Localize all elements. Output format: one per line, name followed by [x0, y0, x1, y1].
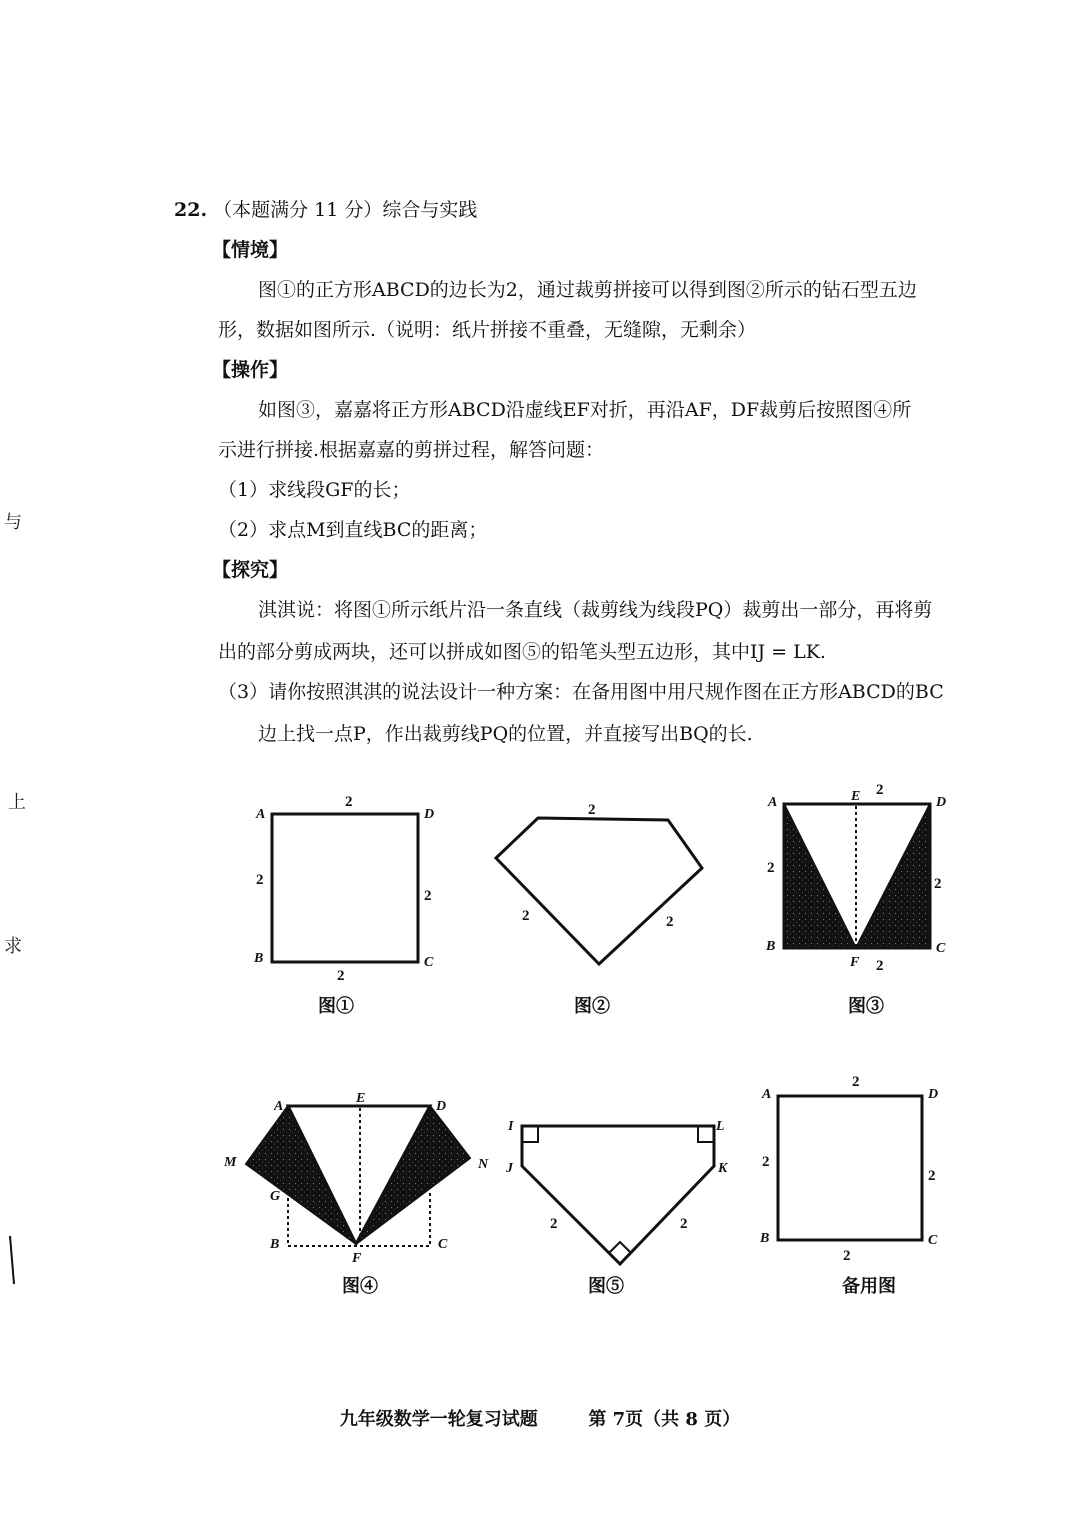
- fig3-label-E: E: [851, 789, 861, 804]
- fig3-side-top: 2: [876, 782, 884, 798]
- question-2: （2）求点M到直线BC的距离；: [218, 519, 488, 541]
- fig3-label-D: D: [936, 795, 947, 810]
- fig3-label-C: C: [936, 941, 946, 956]
- fig3-side-right: 2: [934, 876, 942, 892]
- fig4-label-N: N: [478, 1157, 489, 1172]
- spare-side-top: 2: [852, 1074, 860, 1090]
- question-1: （1）求线段GF的长；: [218, 479, 411, 501]
- explore-line-2: 出的部分剪成两块，还可以拼成如图⑤的铅笔头型五边形，其中IJ = LK.: [218, 641, 826, 663]
- spare-side-left: 2: [762, 1154, 770, 1170]
- fig5-right-angle-L: [698, 1126, 714, 1142]
- fig4-label-A: A: [274, 1099, 284, 1114]
- spare-label-A: A: [762, 1087, 772, 1102]
- fig1-side-top: 2: [345, 794, 353, 810]
- section-situation: 【情境】: [212, 239, 289, 261]
- caption-figure-2: 图②: [574, 996, 610, 1017]
- spare-label-C: C: [928, 1233, 938, 1248]
- figure-spare-square: [778, 1096, 922, 1240]
- section-explore: 【探究】: [212, 559, 289, 581]
- fig1-side-right: 2: [424, 888, 432, 904]
- fig5-label-L: L: [716, 1119, 725, 1134]
- fig2-side-top: 2: [588, 802, 596, 818]
- spare-side-bottom: 2: [843, 1248, 851, 1264]
- fig4-label-F: F: [352, 1251, 362, 1266]
- fig4-label-M: M: [224, 1155, 237, 1170]
- caption-figure-spare: 备用图: [842, 1276, 896, 1297]
- margin-mark-2: 上: [8, 792, 26, 813]
- problem-number: 22.: [174, 199, 208, 221]
- fig1-label-A: A: [256, 807, 266, 822]
- figure-spare: [759, 1074, 938, 1297]
- fig1-side-left: 2: [256, 872, 264, 888]
- fig3-side-left: 2: [767, 860, 775, 876]
- caption-figure-4: 图④: [342, 1276, 378, 1297]
- fig5-label-I: I: [508, 1119, 514, 1134]
- caption-figure-3: 图③: [848, 996, 884, 1017]
- margin-mark-3: 求: [4, 936, 22, 957]
- question-3-line-2: 边上找一点P，作出裁剪线PQ的位置，并直接写出BQ的长.: [258, 723, 753, 745]
- figure-4: [223, 1091, 489, 1297]
- fig5-side-right: 2: [680, 1216, 688, 1232]
- figure-1-square: [272, 814, 418, 962]
- fig4-label-C: C: [438, 1237, 448, 1252]
- fig5-label-K: K: [718, 1161, 728, 1176]
- figure-3: [765, 782, 946, 1017]
- fig3-label-A: A: [768, 795, 778, 810]
- spare-side-right: 2: [928, 1168, 936, 1184]
- footer-page: 第 7页（共 8 页）: [588, 1409, 741, 1430]
- fig4-label-B: B: [270, 1237, 280, 1252]
- figure-1: [253, 794, 434, 1017]
- fig1-label-C: C: [424, 955, 434, 970]
- fig5-label-J: J: [506, 1161, 513, 1176]
- caption-figure-5: 图⑤: [588, 1276, 624, 1297]
- margin-mark-1: 与: [4, 512, 22, 533]
- fig5-side-left: 2: [550, 1216, 558, 1232]
- fig1-label-D: D: [424, 807, 435, 822]
- caption-figure-1: 图①: [318, 996, 354, 1017]
- section-operation: 【操作】: [212, 359, 289, 381]
- fig4-label-D: D: [436, 1099, 447, 1114]
- fig3-side-bottom: 2: [876, 958, 884, 974]
- figure-5: [505, 1119, 729, 1297]
- spare-label-B: B: [760, 1231, 770, 1246]
- footer-title: 九年级数学一轮复习试题: [339, 1409, 538, 1430]
- page-footer: [0, 1405, 1080, 1431]
- problem-title: （本题满分 11 分）综合与实践: [213, 199, 478, 221]
- question-3-line-1: （3）请你按照淇淇的说法设计一种方案：在备用图中用尺规作图在正方形ABCD的BC: [218, 681, 944, 703]
- margin-stroke: [10, 1236, 14, 1284]
- fig5-right-angle-bottom: [609, 1242, 631, 1253]
- operation-line-1: 如图③，嘉嘉将正方形ABCD沿虚线EF对折，再沿AF，DF裁剪后按照图④所: [258, 399, 912, 421]
- figure-2-pentagon: [496, 818, 702, 964]
- fig2-side-left: 2: [522, 908, 530, 924]
- situation-line-1: 图①的正方形ABCD的边长为2，通过裁剪拼接可以得到图②所示的钻石型五边: [258, 279, 917, 301]
- fig4-label-E: E: [356, 1091, 366, 1106]
- figure-2: [496, 802, 702, 1017]
- spare-label-D: D: [928, 1087, 939, 1102]
- operation-line-2: 示进行拼接.根据嘉嘉的剪拼过程，解答问题：: [218, 439, 605, 461]
- fig4-label-G: G: [270, 1189, 281, 1204]
- fig1-label-B: B: [254, 951, 264, 966]
- fig2-side-right: 2: [666, 914, 674, 930]
- fig3-label-B: B: [766, 939, 776, 954]
- fig5-right-angle-I: [522, 1126, 538, 1142]
- explore-line-1: 淇淇说：将图①所示纸片沿一条直线（裁剪线为线段PQ）裁剪出一部分，再将剪: [258, 599, 933, 621]
- fig3-label-F: F: [850, 955, 860, 970]
- situation-line-2: 形，数据如图所示.（说明：纸片拼接不重叠，无缝隙，无剩余）: [218, 319, 757, 341]
- fig1-side-bottom: 2: [337, 968, 345, 984]
